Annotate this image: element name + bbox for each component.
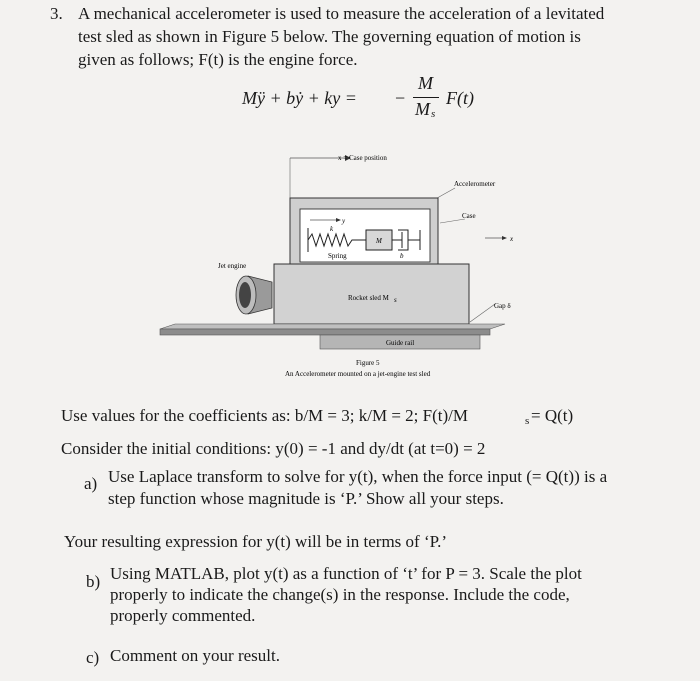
rocket-sled-label: Rocket sled M: [348, 294, 389, 302]
jet-nozzle-inner: [239, 282, 251, 308]
gap-leader: [470, 304, 495, 322]
figure-caption-title: Figure 5: [356, 359, 380, 367]
x-label: x: [510, 235, 514, 243]
coefficients-text: Use values for the coefficients as: b/M = 3; k/M = 2; F(t)/M: [61, 406, 468, 425]
coefficients-subscript: s: [525, 415, 530, 427]
x-arrowhead: [502, 236, 507, 240]
part-a-label: a): [84, 474, 98, 493]
jet-engine-label: Jet engine: [218, 262, 247, 270]
question-number: 3.: [50, 4, 63, 23]
spring-label: Spring: [328, 252, 347, 260]
equation-rhs: F(t): [446, 88, 474, 108]
case-position-label: x = Case position: [338, 154, 387, 162]
equation-numerator: M: [418, 73, 433, 93]
figure-caption: An Accelerometer mounted on a jet-engine test sled: [285, 370, 431, 378]
result-note: Your resulting expression for y(t) will be in terms of ‘P.’: [64, 532, 448, 551]
part-b-line-2: properly to indicate the change(s) in the response. Include the code,: [110, 585, 570, 604]
equation-lhs: Mÿ + bẏ + ky =: [242, 88, 357, 108]
part-c-text: Comment on your result.: [110, 646, 280, 665]
part-b-line-1: Using MATLAB, plot y(t) as a function of ‘t’ for P = 3. Scale the plot: [110, 564, 582, 583]
accelerometer-figure: [150, 148, 514, 380]
guide-rail-label: Guide rail: [386, 339, 415, 347]
equation-denominator: M: [415, 99, 430, 119]
case-label: Case: [462, 212, 476, 220]
part-a-line-1: Use Laplace transform to solve for y(t), when the force input (= Q(t)) is a: [108, 467, 608, 486]
mass-label: M: [376, 237, 382, 245]
part-b-line-3: properly commented.: [110, 606, 256, 625]
intro-line-1: A mechanical accelerometer is used to measure the acceleration of a levitated: [78, 4, 605, 23]
accelerometer-label: Accelerometer: [454, 180, 496, 188]
guide-rail-front: [160, 329, 490, 335]
equation-minus: −: [395, 88, 406, 108]
part-c-label: c): [86, 648, 100, 667]
fraction-bar: [413, 97, 439, 98]
gap-label: Gap δ: [494, 302, 511, 310]
initial-conditions: Consider the initial conditions: y(0) = -1 and dy/dt (at t=0) = 2: [61, 439, 486, 458]
coefficients-end: = Q(t): [531, 406, 574, 425]
b-label: b: [400, 252, 404, 260]
guide-rail-top: [160, 324, 505, 329]
rocket-sled-sub: s: [394, 296, 397, 304]
intro-line-3: given as follows; F(t) is the engine force.: [78, 50, 358, 69]
y-label: y: [342, 217, 346, 225]
k-label: k: [330, 225, 334, 233]
equation-denominator-sub: s: [431, 108, 436, 120]
part-b-label: b): [86, 572, 101, 591]
intro-line-2: test sled as shown in Figure 5 below. The governing equation of motion is: [78, 27, 581, 46]
part-a-line-2: step function whose magnitude is ‘P.’ Show all your steps.: [108, 489, 504, 508]
